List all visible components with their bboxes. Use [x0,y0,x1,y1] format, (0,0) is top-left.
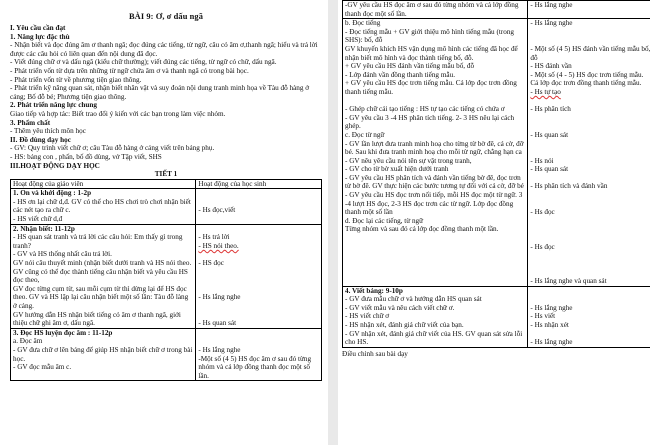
teacher-activity-cell [343,286,528,347]
student-activity-line [530,148,650,157]
student-activity-line: - Hs quan sát [198,319,237,328]
student-activity-line [530,234,650,243]
student-activity-line: - Hs quan sát [530,165,569,174]
teacher-activity-line: - GV yêu cầu HS phân tích và đánh vần tiếng bờ đê, đọc trơn từ bờ đê. GV thực hiện các bước tương tự đối với cá cờ, đỡ bé [345,173,524,191]
student-activity-line: - Hs trả lời [198,233,230,242]
student-activity-cell [196,224,322,328]
teacher-activity-line: - HS quan sát tranh và trả lời các câu hỏi: Em thấy gì trong tranh? [13,233,183,250]
table-row [343,19,650,286]
teacher-activity-cell [343,19,528,286]
teacher-activity-line: 4. Viết bảng: 9-10p [345,286,403,295]
teacher-activity-line: - GV đọc mẫu âm c. [13,363,72,372]
table-row [11,189,322,224]
student-activity-line [198,276,319,285]
teacher-activity-line: - HS ơn lại chữ d,đ. GV có thể cho HS chơi trò chơi nhận biết các nét tạo ra chữ c. [13,197,191,215]
teacher-activity-line: Từng nhóm và sau đó cả lớp đọc đồng thanh một lần. [345,225,499,234]
teacher-activity-line: - GV yêu cầu 3 -4 HS phân tích tiếng. 2- 3 HS nêu lại cách ghép. [345,113,515,131]
objective-line: - Viết đúng chữ ơ và dấu ngã (kiểu chữ thường); viết đúng các tiếng, từ ngữ có chữ, dấu ngã. [10,58,277,67]
student-activity-line [198,302,319,311]
teacher-activity-line: GV khuyến khích HS vận dụng mô hình các tiếng đã học để nhận biết mô hình và đọc thành tiếng bố, đỗ. [345,44,518,62]
teacher-activity-line: + GV yêu cầu HS đánh vần tiếng mẫu bố, đỗ [345,62,475,71]
teacher-activity-line: - GV yêu cầu HS đọc trơn nối tiếp, mỗi HS đọc một từ ngữ. 3 -4 lượt HS đọc, 2-3 HS đọc trơn các từ ngữ. Lớp đọc đồng thanh một số lần [345,191,523,217]
teacher-activity-line: GV hướng dẫn HS nhận biết tiếng có âm ơ thanh ngã, giới thiệu chữ ghi âm ơ, dấu ngã. [13,310,181,328]
teacher-activity-line: - Lớp đánh vần đồng thanh tiếng mẫu. [345,70,455,79]
student-activity-line: - Hs lắng nghe [198,293,241,302]
section-heading: 3. Phẩm chất [10,118,51,127]
student-activity-line [530,114,650,123]
table-row [343,286,650,347]
student-activity-line [198,311,319,320]
teacher-activity-line [345,97,525,106]
section-heading: I. Yêu cầu cần đạt [10,24,66,32]
table-row [343,1,650,19]
objective-line: - Phát triển vốn từ dựa trên những từ ngữ chứa âm ơ và thanh ngã có trong bài học. [10,66,249,75]
student-activity-line: - Một số (4 - 5) HS đọc trơn tiếng mẫu. Cả lớp đọc trơn đồng thanh tiếng mẫu. [530,70,644,88]
teacher-activity-line: - Ghép chữ cái tạo tiếng : HS tự tạo các tiếng có chứa ơ [345,105,505,114]
teacher-activity-line: GV cũng có thể đọc thành tiếng câu nhận biết và yêu cầu HS đọc theo, [13,267,188,285]
teacher-activity-line: - HS viết chữ d,đ [13,215,63,224]
teacher-activity-line: 1. On và khởi động : 1-2p [13,189,92,198]
objective-line: Giao tiếp và hợp tác: Biết trao đổi ý kiến với các bạn trong làm việc nhóm. [10,109,226,118]
student-activity-line [530,330,650,339]
teacher-activity-cell [11,189,196,224]
student-activity-line [198,225,319,234]
table-row [11,224,322,328]
student-activity-line [198,198,319,207]
student-activity-line [530,268,650,277]
teacher-activity-line: - HS viết chữ ơ [345,312,390,321]
student-activity-line: - Hs lắng nghe [530,1,573,9]
teacher-activity-line: GV nói câu thuyết minh (nhận biết dưới tranh và HS nói theo. [13,259,192,268]
teacher-activity-line: - HS nhận xét, đánh giá chữ viết của bạn. [345,320,464,329]
objective-line: - Phát triển kỹ năng quan sát, nhận biết nhân vật và suy đoán nội dung tranh minh họa về Tàu đỗ hàng ở cảng; Bố đỗ bé; Phương tiện giao thông. [10,84,310,101]
activity-table-left [10,179,322,382]
section-heading: II. Đồ dùng dạy học [10,135,71,144]
period-heading: TIẾT 1 [154,170,178,179]
student-activity-line: - HS đánh vần [530,62,572,71]
teacher-activity-line: c. Đọc từ ngữ [345,130,385,139]
objective-line: - HS: bảng con , phấn, bố đồ dùng, vở Tập viết, SHS [10,152,162,161]
student-activity-line: - Hs quan sát [530,130,569,139]
objective-line: - GV: Quy trình viết chữ ơ; câu Tàu đỗ hàng ở cảng viết trên bảng phụ. [10,144,215,153]
student-activity-line [198,189,319,198]
student-activity-line: - Hs đọc [530,242,555,251]
student-activity-line: -Một số (4 5) HS đọc âm ơ sau đó từng nhóm và cả lớp đồng thanh đọc một số lần. [198,354,312,380]
section-heading: 2. Phát triển năng lực chung [10,101,97,110]
student-activity-line: - Hs phân tích [530,105,571,114]
page-left [10,0,322,445]
col-student-header: Hoạt động của học sinh [196,179,322,189]
teacher-activity-line: - GV và HS thống nhất câu trả lời. [13,250,112,259]
student-activity-line [530,122,650,131]
student-activity-cell [196,328,322,381]
teacher-activity-line: - GV nhận xét, đánh giá chữ viết của HS. GV quan sát sửa lỗi cho HS. [345,329,523,347]
teacher-activity-line: GV đọc từng cụm từ, sau mỗi cụm từ thì dừng lại để HS đọc theo. GV và HS lặp lại câu nhận biết một số lần: Tàu đỗ làng ở cảng. [13,284,189,310]
student-activity-line [198,329,319,338]
section-heading: 1. Năng lực đặc thù [10,32,70,41]
student-activity-line [198,285,319,294]
objective-line: - Thêm yêu thích môn học [10,127,86,136]
student-activity-line [530,140,650,149]
teacher-activity-line: a. Đọc âm [13,337,43,346]
student-activity-cell [196,189,322,224]
student-activity-line: - Một số (4 5) HS đánh vần tiếng mẫu bố, đỗ [530,44,650,62]
student-activity-line: - Hs lắng nghe [530,338,573,347]
page-right [342,0,650,445]
student-activity-line [530,260,650,269]
student-activity-line [530,174,650,183]
teacher-activity-line: - GV nêu yêu cầu nói tên sự vật trong tranh, [345,156,472,165]
student-activity-line: - Hs lắng nghe [198,345,241,354]
lesson-objectives [10,24,322,170]
student-activity-line [530,97,650,106]
teacher-activity-line: d. Đọc lại các tiếng, từ ngữ [345,216,424,225]
student-activity-line: - HS đọc [198,259,224,268]
post-lesson-notes: Điều chỉnh sau bài dạy [342,349,408,358]
objective-line: - Phát triển vốn từ về phương tiện giao thông. [10,75,142,84]
teacher-activity-cell [11,328,196,381]
student-activity-line [530,200,650,209]
student-activity-line [530,225,650,234]
student-activity-line [530,36,650,45]
objective-line: - Nhận biết và đọc đúng âm ơ thanh ngã; đọc đúng các tiếng, từ ngữ, câu có âm ơ,thanh ngã; hiểu và trả lời được các câu hỏi có liên quan đến nội dung đã đọc. [10,41,318,58]
student-activity-line: - HS nói theo. [198,241,239,250]
student-activity-line [530,287,650,296]
student-activity-line [530,251,650,260]
student-activity-line: - Hs tự tạo [530,87,561,96]
teacher-activity-line: - GV lần lượt đưa tranh minh hoạ cho từng từ bờ đê, cá cờ, đỡ bé. Sau khi đưa tranh minh hoạ cho mỗi từ ngữ, chẳng hạn ca [345,139,524,157]
student-activity-line: - Hs lắng nghe [530,19,573,28]
student-activity-cell [528,1,650,19]
student-activity-line [530,28,650,37]
student-activity-line [198,337,319,346]
student-activity-line: - Hs đọc,viết [198,206,236,215]
student-activity-line: - Hs lắng nghe [530,303,573,312]
lesson-title: BÀI 9: Ơ, ơ dấu ngã [128,12,204,21]
student-activity-line [530,217,650,226]
student-activity-line [198,268,319,277]
student-activity-line: - Hs nhận xét [530,320,569,329]
teacher-activity-line: - GV viết mẫu và nêu cách viết chữ ơ. [345,303,455,312]
teacher-activity-line: 3. Đọc HS luyện đọc âm : 11-12p [13,328,113,337]
student-activity-line [198,250,319,259]
student-activity-cell [528,19,650,286]
teacher-activity-line: - GV đưa mẫu chữ ơ và hướng dẫn HS quan sát [345,295,482,304]
teacher-activity-line: 2. Nhận biết: 11-12p [13,224,75,233]
student-activity-line: - Hs viết [530,312,556,321]
teacher-activity-line: -GV yêu cầu HS đọc âm ơ sau đó từng nhóm và cả lớp đồng thanh đọc một số lần. [345,1,519,18]
teacher-activity-cell [11,224,196,328]
page-gap [328,0,338,445]
student-activity-cell [528,286,650,347]
table-row [11,328,322,381]
student-activity-line: - Hs nói [530,156,554,165]
section-heading: III.HOẠT ĐỘNG DẠY HỌC [10,161,100,170]
activity-table-right [342,0,650,348]
col-teacher-header: Hoạt động của giáo viên [11,179,196,189]
teacher-activity-line: + GV yêu cầu HS đọc trơn tiếng mẫu. Cả lớp đọc trơn đồng thanh tiếng mẫu. [345,79,517,96]
teacher-activity-line: - GV đưa chữ ơ lên bảng để giúp HS nhận biết chữ ơ trong bài học. [13,345,193,363]
student-activity-line: - Hs phân tích và đánh vần [530,182,608,191]
student-activity-line [530,295,650,304]
student-activity-line [530,191,650,200]
teacher-activity-line: - GV cho từ bờ xuất hiện dưới tranh [345,165,449,174]
student-activity-line: - Hs lắng nghe và quan sát [530,277,607,285]
student-activity-line: - Hs đọc [530,208,555,217]
teacher-activity-line: - Đọc tiếng mẫu + GV giới thiệu mô hình tiếng mẫu (trong SHS): bố, đỗ [345,27,515,45]
student-activity-line [198,215,319,224]
teacher-activity-cell [343,1,528,19]
teacher-activity-line: b. Đọc tiếng [345,19,381,28]
